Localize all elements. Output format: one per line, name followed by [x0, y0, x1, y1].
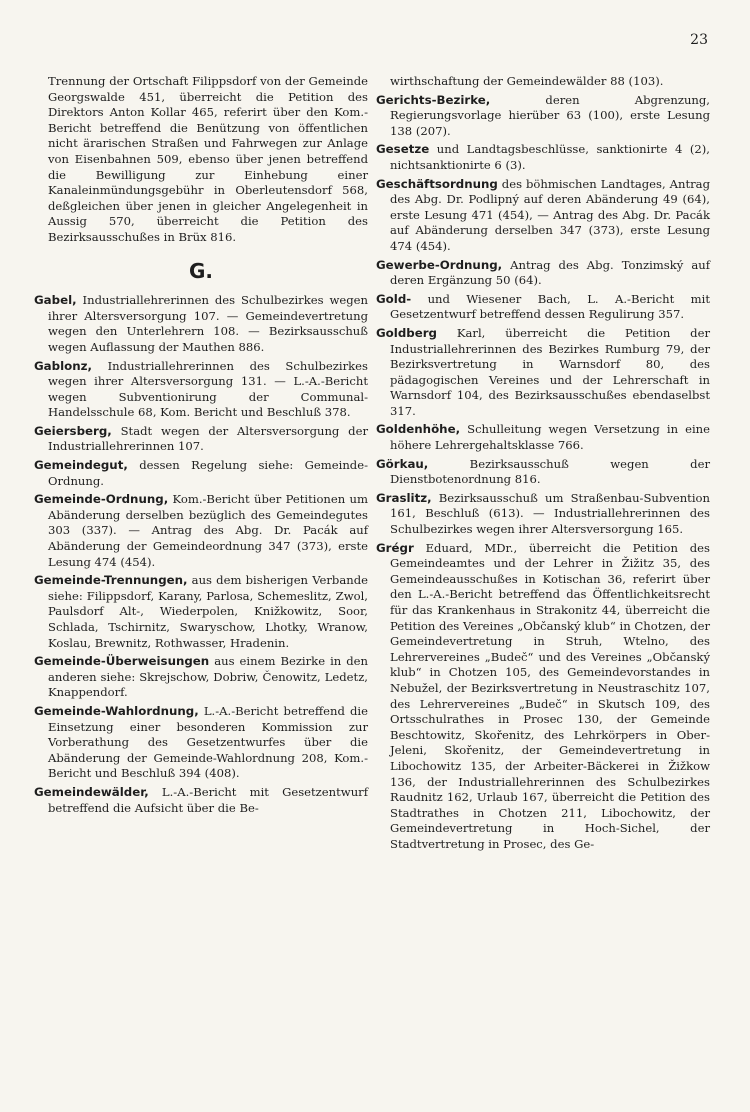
index-entry — [376, 74, 710, 90]
index-entry — [376, 258, 710, 289]
index-entry — [34, 74, 368, 246]
entry-text: Schulleitung wegen Versetzung in eine höhere Lehrergehaltsklasse 766. — [390, 422, 710, 453]
entry-head: Gemeinde-Ordnung, — [34, 492, 169, 507]
entry-head: Gesetze — [376, 142, 430, 157]
index-entry — [376, 292, 710, 323]
index-entry — [376, 541, 710, 853]
right-column — [376, 74, 710, 856]
entry-head: Grégr — [376, 540, 414, 555]
index-entry — [376, 326, 710, 420]
index-entry — [376, 457, 710, 488]
entry-text: Industriallehrerinnen des Schulbezirkes wegen ihrer Altersversorgung 131. — L.-A.-Bericht wegen Subventionirung der Communal-Handelsschule 68, Kom. Bericht und Beschluß 378. — [48, 358, 368, 420]
index-entry — [34, 359, 368, 421]
entry-text: Stadt wegen der Altersversorgung der Industriallehrerinnen 107. — [48, 423, 368, 454]
index-entry — [34, 785, 368, 816]
entry-head: Gemeindegut, — [34, 458, 128, 473]
entry-text: aus dem bisherigen Verbande siehe: Filippsdorf, Karany, Parlosa, Schemeslitz, Zwol, Paulsdorf Alt-, Wiederpolen, Knižkowitz, Soor, Schlada, Tschirnitz, Swaryschow, Lhotky, Wranow, Koslau, Brewnitz, Rothwasser, Hradenin. — [48, 573, 368, 650]
entry-head: Gold- — [376, 291, 412, 306]
entry-head: Gemeinde-Überweisungen — [34, 654, 210, 669]
index-entry — [34, 704, 368, 782]
entry-text: und Landtagsbeschlüsse, sanktionirte 4 (2), nichtsanktionirte 6 (3). — [390, 142, 710, 172]
index-entry — [34, 573, 368, 651]
index-entry — [34, 654, 368, 701]
entry-head: Gemeinde-Wahlordnung, — [34, 703, 199, 718]
entry-text: L.-A.-Bericht betreffend die Einsetzung einer besonderen Kommission zur Vorberathung des Gesetzentwurfes über die Abänderung der Gemeinde-Wahlordnung 208, Kom.-Bericht und Beschluß 394 (408). — [48, 703, 368, 781]
entry-head: Gewerbe-Ordnung, — [376, 257, 503, 272]
entry-text: Karl, überreicht die Petition der Industriallehrerinnen des Bezirkes Rumburg 79, der Bezirksvertretung in Warnsdorf 80, des pädagogischen Vereines und der Lehrerschaft in Warnsdorf 104, des Bezirksausschußes ebendaselbst 317. — [390, 325, 710, 418]
index-entry — [34, 424, 368, 455]
entry-text: deren Abgrenzung, Regierungsvorlage hierüber 63 (100), erste Lesung 138 (207). — [390, 92, 710, 138]
entry-head: Görkau, — [376, 456, 429, 471]
index-entry — [376, 422, 710, 453]
index-entry — [376, 142, 710, 173]
entry-head: Geiersberg, — [34, 423, 112, 438]
index-entry — [34, 492, 368, 570]
entry-text: Kom.-Bericht über Petitionen um Abänderung derselben bezüglich des Gemeindegutes 303 (337). — Antrag des Abg. Dr. Pacák auf Abänderung der Gemeindeordnung 347 (373), erste Lesung 474 (454). — [48, 492, 368, 569]
entry-text: dessen Regelung siehe: Gemeinde-Ordnung. — [48, 458, 368, 488]
entry-head: Graslitz, — [376, 490, 432, 505]
entry-text: Industriallehrerinnen des Schulbezirkes wegen ihrer Altersversorgung 107. — Gemeindevertretung wegen den Unterlehrern 108. — Bezirksausschuß wegen Auflassung der Mauthen 886. — [48, 293, 368, 354]
left-column — [34, 74, 368, 819]
entry-head: Geschäftsordnung — [376, 176, 498, 191]
index-entry — [376, 491, 710, 538]
entry-head: Gerichts-Bezirke, — [376, 92, 491, 107]
entry-text: Bezirksausschuß um Straßenbau-Subvention 161, Beschluß (613). — Industriallehrerinnen des Schulbezirkes wegen ihrer Altersversorgung 165. — [390, 490, 710, 537]
entry-head: Gabel, — [34, 293, 77, 308]
index-entry — [34, 293, 368, 355]
entry-head: Gemeinde-Trennungen, — [34, 573, 188, 588]
index-entry — [376, 93, 710, 140]
page-number: 23 — [690, 32, 708, 48]
entry-text: wirthschaftung der Gemeindewälder 88 (103). — [390, 74, 664, 88]
entry-head: Gablonz, — [34, 358, 92, 373]
section-letter: G. — [188, 258, 213, 283]
entry-text: aus einem Bezirke in den anderen siehe: Skrejschow, Dobriw, Čenowitz, Ledetz, Knappendorf. — [48, 654, 368, 700]
entry-head: Goldberg — [376, 325, 437, 340]
index-entry — [34, 458, 368, 489]
entry-text: und Wiesener Bach, L. A.-Bericht mit Gesetzentwurf betreffend dessen Regulirung 357. — [390, 291, 710, 322]
entry-text: Trennung der Ortschaft Filippsdorf von der Gemeinde Georgswalde 451, überreicht die Petition des Direktors Anton Kollar 465, referirt über den Kom.-Bericht betreffend die Benützung von öffentlichen nicht ärarischen Straßen und Fahrwegen zur Anlage von Eisenbahnen 509, ebenso über jenen betreffend die Bewilligung zur Einhebung einer Kanaleinmündungsgebühr in Oberleutensdorf 568, deßgleichen über jenen in gleicher Angelegenheit in Aussig 570, überreicht die Petition des Bezirksausschußes in Brüx 816. — [48, 74, 368, 244]
entry-head: Gemeindewälder, — [34, 784, 149, 799]
entry-text: Eduard, MDr., überreicht die Petition des Gemeindeamtes und der Lehrer in Žižitz 35, des Gemeindeausschußes in Kotischan 36, referirt über den L.-A.-Bericht betreffend das Öffentlichkeitsrecht für das Krankenhaus in Strakonitz 44, überreicht die Petition des Vereines „Občanský klub“ in Chotzen, der Gemeindevertretung in Struh, Wtelno, des Lehrervereines „Budeč“ und des Vereines „Občanský klub“ in Chotzen 105, des Gemeindevorstandes in Nebužel, der Bezirksvertretung in Neustraschitz 107, des Lehrervereines „Budeč“ in Skutsch 109, des Ortsschulrathes in Prosec 130, der Gemeinde Beschtowitz, Skořenitz, des Lehrkörpers in Ober-Jeleni, Skořenitz, der Gemeindevertretung in Libochowitz 135, der Arbeiter-Bäckerei in Žižkow 136, der Industriallehrerinnen des Schulbezirkes Raudnitz 162, Urlaub 167, überreicht die Petition des Stadtrathes in Chotzen 211, Libochowitz, der Gemeindevertretung in Hoch-Sichel, der Stadtvertretung in Prosec, des Ge- — [390, 540, 710, 851]
entry-text: Antrag des Abg. Tonzimský auf deren Ergänzung 50 (64). — [390, 257, 710, 288]
entry-head: Goldenhöhe, — [376, 422, 461, 437]
entry-text: L.-A.-Bericht mit Gesetzentwurf betreffend die Aufsicht über die Be- — [48, 784, 368, 815]
index-entry — [376, 177, 710, 255]
entry-text: Bezirksausschuß wegen der Dienstbotenordnung 816. — [390, 456, 710, 487]
entry-text: des böhmischen Landtages, Antrag des Abg. Dr. Podlipný auf deren Abänderung 49 (64), erste Lesung 471 (454), — Antrag des Abg. Dr. Pacák auf Abänderung derselben 347 (373), erste Lesung 474 (454). — [390, 176, 710, 253]
